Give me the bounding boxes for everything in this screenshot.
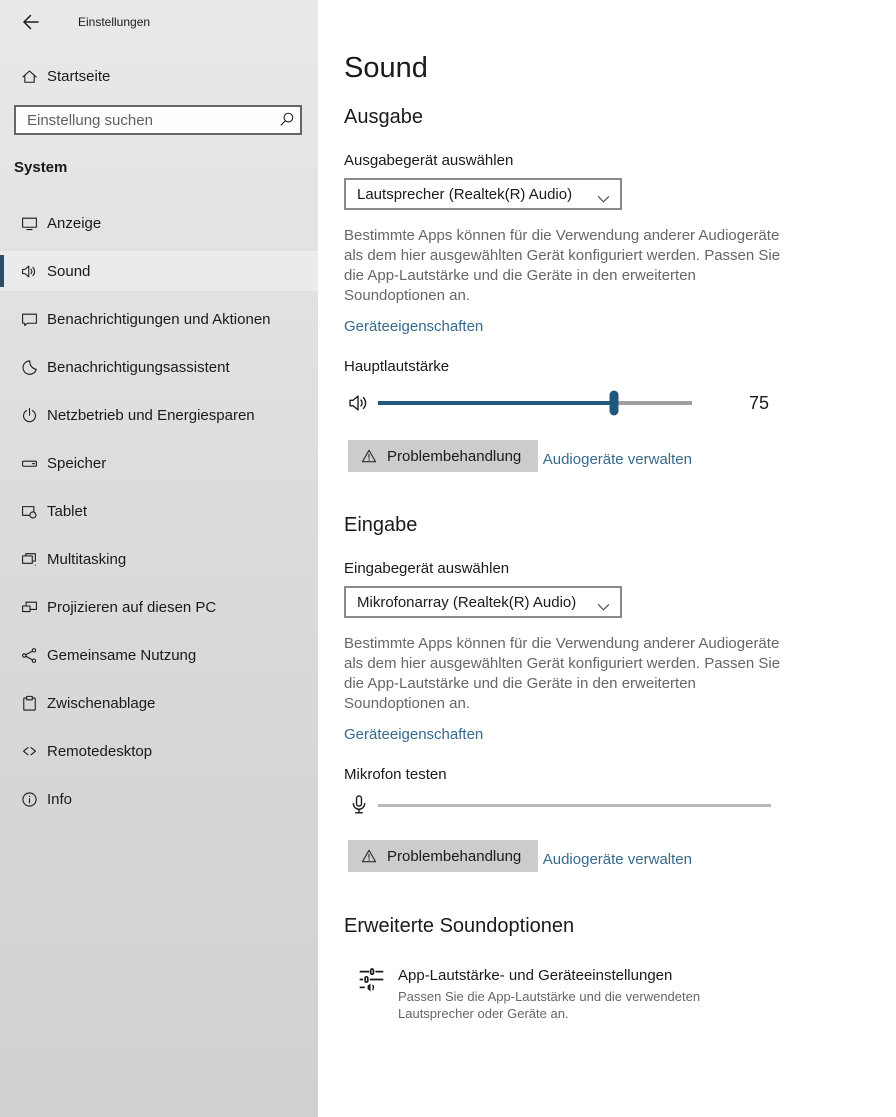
app-volume-settings-item[interactable] — [358, 965, 896, 1022]
clipboard-icon — [21, 695, 38, 712]
sound-settings-page — [318, 0, 896, 1117]
sidebar-item-zwischenablage[interactable]: Zwischenablage — [0, 683, 318, 723]
search-icon[interactable] — [278, 111, 295, 128]
app-volume-settings-title: App-Lautstärke- und Geräteeinstellungen — [398, 967, 673, 984]
chevron-down-icon — [597, 599, 610, 608]
output-device-properties-link[interactable]: Geräteeigenschaften — [344, 318, 484, 335]
master-volume-label: Hauptlautstärke — [344, 358, 450, 375]
output-section — [344, 104, 896, 472]
output-manage-devices-link[interactable]: Audiogeräte verwalten — [542, 451, 692, 468]
input-device-label: Eingabegerät auswählen — [344, 560, 510, 577]
mic-level-meter — [378, 804, 771, 807]
power-icon — [21, 407, 38, 424]
sidebar-item-anzeige[interactable]: Anzeige — [0, 203, 318, 243]
speaker-volume-icon[interactable] — [348, 392, 370, 414]
output-heading: Ausgabe — [344, 106, 423, 128]
input-description: Bestimmte Apps können für die Verwendung anderer Audiogeräte als dem hier ausgewählten Gerät konfiguriert werden. Passen Sie die App-Lautstärke und die Geräte in den erweiterten Soundoptionen an. — [344, 635, 781, 712]
search-input[interactable] — [14, 105, 302, 135]
sidebar-group-label: System — [14, 159, 68, 176]
warning-icon — [361, 448, 377, 464]
input-manage-devices-link[interactable]: Audiogeräte verwalten — [542, 851, 692, 868]
output-device-value: Lautsprecher (Realtek(R) Audio) — [357, 185, 573, 203]
volume-slider-fill — [378, 401, 614, 405]
output-troubleshoot-button[interactable]: Problembehandlung — [348, 440, 538, 472]
app-volume-mixer-icon — [358, 966, 385, 993]
input-heading: Eingabe — [344, 514, 418, 536]
share-icon — [21, 647, 38, 664]
settings-sidebar — [0, 0, 318, 1117]
sidebar-item-sound[interactable]: Sound — [0, 251, 318, 291]
advanced-heading: Erweiterte Soundoptionen — [344, 915, 575, 937]
sidebar-item-startseite[interactable] — [0, 64, 318, 88]
input-device-value: Mikrofonarray (Realtek(R) Audio) — [357, 593, 577, 611]
chevron-down-icon — [597, 191, 610, 200]
sidebar-item-speicher[interactable]: Speicher — [0, 443, 318, 483]
display-icon — [21, 215, 38, 232]
output-device-select[interactable] — [344, 178, 622, 210]
sidebar-item-gemeinsame-nutzung[interactable]: Gemeinsame Nutzung — [0, 635, 318, 675]
sidebar-item-multitasking[interactable]: Multitasking — [0, 539, 318, 579]
window-title: Einstellungen — [78, 15, 151, 29]
home-icon — [21, 68, 38, 85]
app-volume-settings-description: Passen Sie die App-Lautstärke und die verwendeten Lautsprecher oder Geräte an. — [398, 989, 701, 1021]
sidebar-item-info[interactable]: Info — [0, 779, 318, 819]
sidebar-item-projizieren[interactable]: Projizieren auf diesen PC — [0, 587, 318, 627]
multitasking-icon — [21, 551, 38, 568]
output-device-label: Ausgabegerät auswählen — [344, 152, 514, 169]
mic-test-row — [348, 791, 896, 819]
sidebar-nav — [0, 203, 318, 819]
sidebar-item-netzbetrieb[interactable]: Netzbetrieb und Energiesparen — [0, 395, 318, 435]
home-label: Startseite — [47, 67, 111, 85]
sidebar-item-benachrichtigungsassistent[interactable]: Benachrichtigungsassistent — [0, 347, 318, 387]
moon-icon — [21, 359, 38, 376]
info-icon — [21, 791, 38, 808]
project-icon — [21, 599, 38, 616]
volume-slider[interactable] — [378, 401, 692, 405]
master-volume-slider-row — [348, 387, 896, 419]
speaker-icon — [21, 263, 38, 280]
notification-icon — [21, 311, 38, 328]
mic-test-label: Mikrofon testen — [344, 766, 447, 783]
advanced-section — [344, 913, 896, 1022]
input-device-select[interactable] — [344, 586, 622, 618]
tablet-icon — [21, 503, 38, 520]
page-title: Sound — [344, 52, 428, 84]
output-description: Bestimmte Apps können für die Verwendung anderer Audiogeräte als dem hier ausgewählten Gerät konfiguriert werden. Passen Sie die App-Lautstärke und die Geräte in den erweiterten Soundoptionen an. — [344, 227, 781, 304]
volume-value: 75 — [749, 392, 770, 413]
back-icon[interactable] — [20, 12, 40, 32]
sidebar-item-tablet[interactable]: Tablet — [0, 491, 318, 531]
settings-search — [14, 105, 302, 135]
storage-icon — [21, 455, 38, 472]
input-section — [344, 512, 896, 872]
remote-desktop-icon — [21, 743, 38, 760]
input-troubleshoot-button[interactable]: Problembehandlung — [348, 840, 538, 872]
sidebar-item-benachrichtigungen[interactable]: Benachrichtigungen und Aktionen — [0, 299, 318, 339]
warning-icon — [361, 848, 377, 864]
sidebar-item-remotedesktop[interactable]: Remotedesktop — [0, 731, 318, 771]
input-device-properties-link[interactable]: Geräteeigenschaften — [344, 726, 484, 743]
volume-slider-thumb[interactable] — [609, 391, 618, 416]
microphone-icon — [348, 794, 370, 816]
sidebar-header — [0, 0, 318, 32]
